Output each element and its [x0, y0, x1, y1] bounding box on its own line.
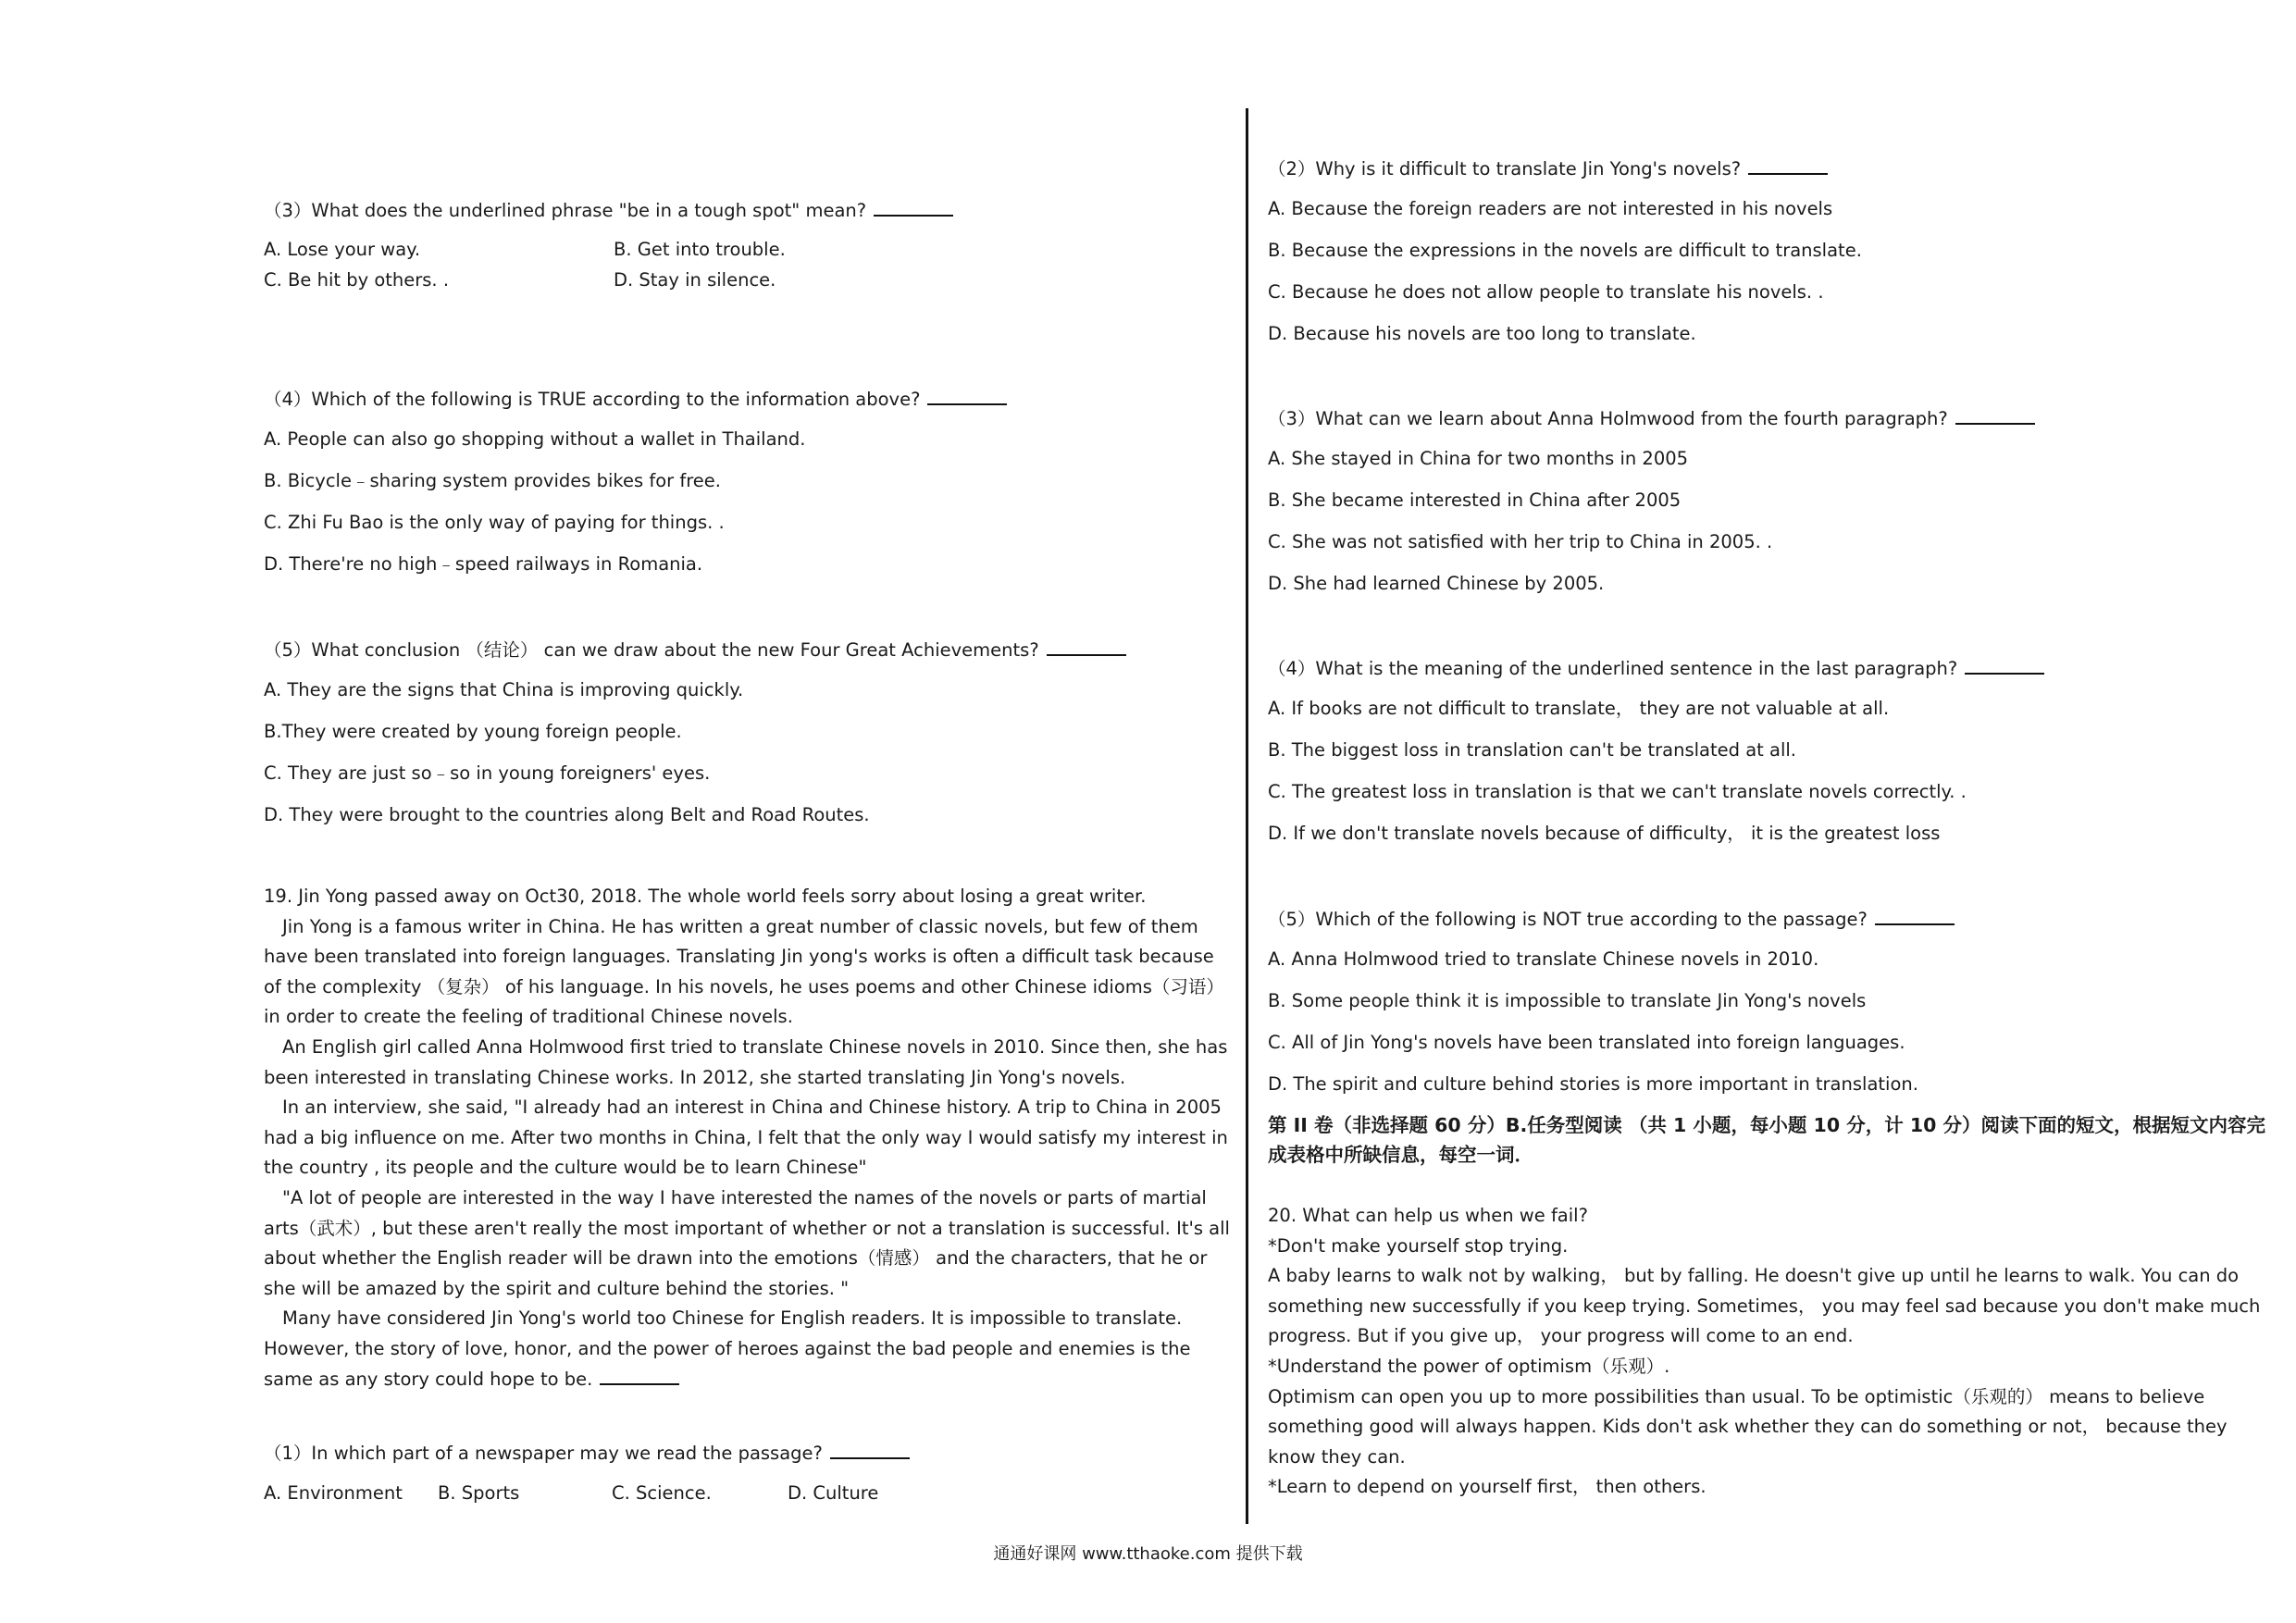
- r-q3-option-b: B. She became interested in China after 2005: [1268, 489, 1682, 511]
- r-q5-option-a: A. Anna Holmwood tried to translate Chinese novels in 2010.: [1268, 948, 1819, 970]
- q3-option-d: D. Stay in silence.: [614, 269, 776, 291]
- r-q3-option-d: D. She had learned Chinese by 2005.: [1268, 573, 1605, 594]
- q1-option-b: B. Sports: [438, 1482, 520, 1504]
- q3-stem: （3）What does the underlined phrase "be in a tough spot" mean?: [264, 198, 953, 222]
- passage-19: [264, 882, 1231, 1394]
- q1-option-a: A. Environment: [264, 1482, 403, 1504]
- q3-option-a: A. Lose your way.: [264, 239, 421, 260]
- q3-option-b: B. Get into trouble.: [614, 239, 786, 260]
- passage-19-p2: Jin Yong is a famous writer in China. He has written a great number of classic novels, but few of them have been translated into foreign languages. Translating Jin yong's works is often a difficult task because of the complexity （复杂） of his language. In his novels, he uses poems and other Chinese idioms（习语） in order to create the feeling of traditional Chinese novels.: [264, 915, 1224, 1028]
- passage-20-point-1: *Don't make yourself stop trying.: [1268, 1234, 1569, 1257]
- answer-blank: [830, 1441, 910, 1459]
- footer-source: 通通好课网 www.tthaoke.com 提供下载: [993, 1544, 1303, 1564]
- q1-option-d: D. Culture: [788, 1482, 879, 1504]
- answer-blank: [1875, 907, 1955, 925]
- passage-19-p4: In an interview, she said, "I already had an interest in China and Chinese history. A trip to China in 2005 had a big influence on me. After two months in China, I felt that the only way I would satisfy my interest in the country , its people and the culture would be to learn Chinese": [264, 1096, 1228, 1179]
- q5-option-d: D. They were brought to the countries along Belt and Road Routes.: [264, 804, 870, 825]
- answer-blank: [1965, 656, 2044, 675]
- q5-option-c: C. They are just so﹣so in young foreigners' eyes.: [264, 762, 711, 784]
- q1-option-c: C. Science.: [612, 1482, 712, 1504]
- answer-blank: [927, 387, 1007, 405]
- r-q3-option-a: A. She stayed in China for two months in 2005: [1268, 448, 1689, 469]
- passage-20-point-3: *Learn to depend on yourself first， then others.: [1268, 1476, 1706, 1498]
- q4-option-a: A. People can also go shopping without a wallet in Thailand.: [264, 428, 806, 450]
- r-q4-option-d: D. If we don't translate novels because of difficulty， it is the greatest loss: [1268, 823, 1941, 844]
- r-q4-option-c: C. The greatest loss in translation is that we can't translate novels correctly. .: [1268, 781, 1967, 802]
- q4-stem: （4）Which of the following is TRUE according to the information above?: [264, 387, 1007, 411]
- passage-19-p5: "A lot of people are interested in the way I have interested the names of the novels or parts of martial arts（武术）, but these aren't really the most important of whether or not a translation is successful. It's all about whether the English reader will be drawn into the emotions（情感） and the characters, that he or she will be amazed by the spirit and culture behind the stories. ": [264, 1186, 1230, 1299]
- q1-stem: （1）In which part of a newspaper may we read the passage?: [264, 1441, 910, 1465]
- answer-blank: [1955, 406, 2035, 425]
- r-q2-option-b: B. Because the expressions in the novels are difficult to translate.: [1268, 240, 1862, 261]
- passage-20-point-2: *Understand the power of optimism（乐观）.: [1268, 1355, 1670, 1377]
- r-q3-option-c: C. She was not satisfied with her trip to China in 2005. .: [1268, 531, 1773, 552]
- passage-20: [1268, 1201, 2277, 1503]
- answer-blank: [1748, 156, 1828, 175]
- q4-option-c: C. Zhi Fu Bao is the only way of paying for things. .: [264, 512, 725, 533]
- r-q5-option-c: C. All of Jin Yong's novels have been translated into foreign languages.: [1268, 1032, 1905, 1053]
- q5-stem: （5）What conclusion （结论） can we draw about the new Four Great Achievements?: [264, 638, 1126, 662]
- r-q2-option-d: D. Because his novels are too long to translate.: [1268, 323, 1696, 344]
- r-q4-option-b: B. The biggest loss in translation can't be translated at all.: [1268, 739, 1796, 761]
- r-q4-option-a: A. If books are not difficult to translate， they are not valuable at all.: [1268, 698, 1890, 719]
- passage-19-p3: An English girl called Anna Holmwood first tried to translate Chinese novels in 2010. Since then, she has been interested in translating Chinese works. In 2012, she started translating Jin Yong's novels.: [264, 1035, 1228, 1088]
- r-q3-stem: （3）What can we learn about Anna Holmwood from the fourth paragraph?: [1268, 406, 2035, 430]
- answer-blank: [600, 1367, 679, 1385]
- column-divider: [1246, 108, 1248, 1524]
- passage-20-para-2: Optimism can open you up to more possibilities than usual. To be optimistic（乐观的） means to believe something good will always happen. Kids don't ask whether they can do something or not， because they know they can.: [1268, 1385, 2228, 1468]
- answer-blank: [874, 198, 953, 217]
- answer-blank: [1047, 638, 1126, 656]
- section-heading: 第 II 卷（非选择题 60 分）B.任务型阅读 （共 1 小题，每小题 10 分，计 10 分）阅读下面的短文，根据短文内容完成表格中所缺信息，每空一词．: [1268, 1114, 2266, 1166]
- q4-option-d: D. There're no high﹣speed railways in Romania.: [264, 553, 703, 575]
- q3-option-c: C. Be hit by others. .: [264, 269, 450, 291]
- r-q2-option-c: C. Because he does not allow people to translate his novels. .: [1268, 281, 1824, 303]
- r-q4-stem: （4）What is the meaning of the underlined sentence in the last paragraph?: [1268, 656, 2044, 680]
- passage-20-para-1: A baby learns to walk not by walking， but by falling. He doesn't give up until he learns to walk. You can do something new successfully if you keep trying. Sometimes， you may feel sad because you don't make much progress. But if you give up， your progress will come to an end.: [1268, 1265, 2261, 1347]
- r-q2-stem: （2）Why is it difficult to translate Jin Yong's novels?: [1268, 156, 1828, 180]
- passage-19-p1: 19. Jin Yong passed away on Oct30, 2018. The whole world feels sorry about losing a great writer.: [264, 886, 1147, 907]
- q5-option-b: B.They were created by young foreign people.: [264, 721, 682, 742]
- passage-20-title: 20. What can help us when we fail?: [1268, 1205, 1588, 1226]
- r-q5-option-b: B. Some people think it is impossible to translate Jin Yong's novels: [1268, 990, 1867, 1011]
- r-q2-option-a: A. Because the foreign readers are not interested in his novels: [1268, 198, 1833, 219]
- r-q5-stem: （5）Which of the following is NOT true according to the passage?: [1268, 907, 1955, 931]
- q5-option-a: A. They are the signs that China is improving quickly.: [264, 679, 744, 700]
- passage-19-p6: Many have considered Jin Yong's world too Chinese for English readers. It is impossible to translate. However, the story of love, honor, and the power of heroes against the bad people and enemies is the same as any story could hope to be.: [264, 1307, 1191, 1390]
- q4-option-b: B. Bicycle﹣sharing system provides bikes for free.: [264, 470, 721, 491]
- r-q5-option-d: D. The spirit and culture behind stories is more important in translation.: [1268, 1073, 1918, 1095]
